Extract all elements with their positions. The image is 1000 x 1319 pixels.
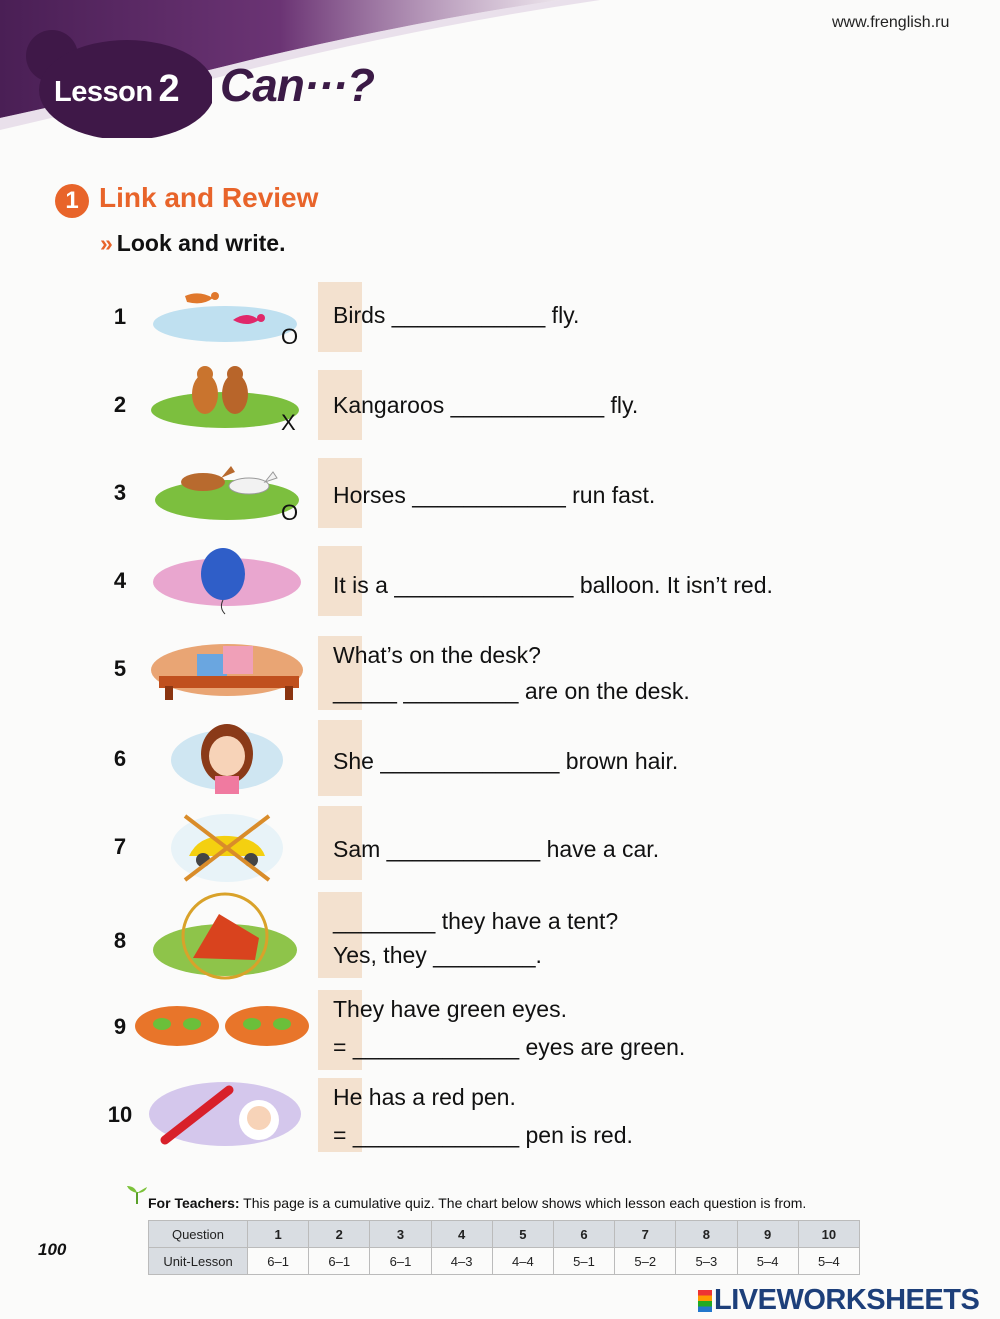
question-text[interactable]: They have green eyes. — [333, 996, 567, 1022]
question-number: 5 — [113, 656, 127, 681]
site-url: www.frenglish.ru — [832, 14, 950, 31]
table-cell: 9 — [737, 1221, 798, 1248]
instruction: » Look and write. — [100, 230, 286, 256]
question-text[interactable]: Sam ____________ have a car. — [333, 836, 660, 862]
books-on-desk-icon — [145, 636, 305, 702]
table-cell: 4–4 — [492, 1248, 553, 1275]
table-row — [149, 1221, 860, 1248]
table-cell: 1 — [248, 1221, 309, 1248]
table-cell: 4–3 — [431, 1248, 492, 1275]
question-text[interactable]: ________ they have a tent? — [333, 908, 619, 934]
table-header: Question — [149, 1221, 248, 1248]
table-cell: 6–1 — [370, 1248, 431, 1275]
table-cell: 5–4 — [737, 1248, 798, 1275]
question-number: 6 — [113, 746, 127, 771]
answer-mark: X — [281, 410, 296, 435]
page-number: 100 — [38, 1240, 67, 1259]
sprout-icon — [126, 1184, 148, 1206]
table-cell: 6–1 — [248, 1248, 309, 1275]
table-cell: 6 — [553, 1221, 614, 1248]
question-number: 3 — [113, 480, 127, 505]
question-text[interactable]: It is a ______________ balloon. It isn’t red. — [333, 572, 773, 598]
girl-brown-hair-icon — [145, 720, 305, 796]
table-row — [149, 1248, 860, 1275]
bleed-through — [510, 90, 990, 1190]
question-text[interactable]: Kangaroos ____________ fly. — [333, 392, 639, 418]
lesson-label: Lesson 2 — [54, 68, 180, 110]
section-title: Link and Review — [99, 182, 319, 213]
red-pen-boy-icon — [145, 1078, 305, 1152]
table-cell: 5–1 — [553, 1248, 614, 1275]
crossed-car-icon — [145, 806, 305, 886]
liveworksheets-logo[interactable]: LIVEWORKSHEETS — [698, 1284, 979, 1317]
table-cell: 7 — [615, 1221, 676, 1248]
table-cell: 10 — [798, 1221, 859, 1248]
question-text[interactable]: = _____________ eyes are green. — [333, 1034, 686, 1060]
table-cell: 5–3 — [676, 1248, 737, 1275]
question-number: 8 — [113, 928, 127, 953]
question-text[interactable]: She ______________ brown hair. — [333, 748, 679, 774]
question-number: 2 — [113, 392, 127, 417]
chevron-icon: » — [100, 230, 113, 256]
question-number: 1 — [113, 304, 127, 329]
table-cell: 5–2 — [615, 1248, 676, 1275]
table-cell: 8 — [676, 1221, 737, 1248]
question-text[interactable]: = _____________ pen is red. — [333, 1122, 633, 1148]
section-number: 1 — [55, 184, 89, 218]
question-text[interactable]: _____ _________ are on the desk. — [333, 678, 690, 704]
question-text[interactable]: What’s on the desk? — [333, 642, 541, 668]
cats-eyes-icon — [132, 1004, 312, 1050]
question-text[interactable]: Horses ____________ run fast. — [333, 482, 656, 508]
answer-mark: O — [281, 324, 299, 349]
lesson-title: Can···? — [220, 59, 374, 111]
question-number: 7 — [113, 834, 127, 859]
blue-balloon-icon — [145, 546, 305, 616]
table-cell: 2 — [309, 1221, 370, 1248]
question-text[interactable]: He has a red pen. — [333, 1084, 516, 1110]
table-cell: 5–4 — [798, 1248, 859, 1275]
lesson-chart-table — [148, 1220, 860, 1275]
question-text[interactable]: Yes, they ________. — [333, 942, 542, 968]
table-cell: 4 — [431, 1221, 492, 1248]
question-text[interactable]: Birds ____________ fly. — [333, 302, 580, 328]
question-number: 9 — [113, 1014, 127, 1039]
liveworksheets-icon — [698, 1290, 712, 1312]
tent-icon — [145, 892, 305, 982]
table-cell: 5 — [492, 1221, 553, 1248]
table-cell: 6–1 — [309, 1248, 370, 1275]
teacher-note: For Teachers: This page is a cumulative quiz. The chart below shows which lesson each question is from. — [148, 1195, 807, 1211]
table-header: Unit-Lesson — [149, 1248, 248, 1275]
answer-mark: O — [281, 500, 299, 525]
question-number: 4 — [113, 568, 127, 593]
table-cell: 3 — [370, 1221, 431, 1248]
question-number: 10 — [107, 1102, 133, 1127]
